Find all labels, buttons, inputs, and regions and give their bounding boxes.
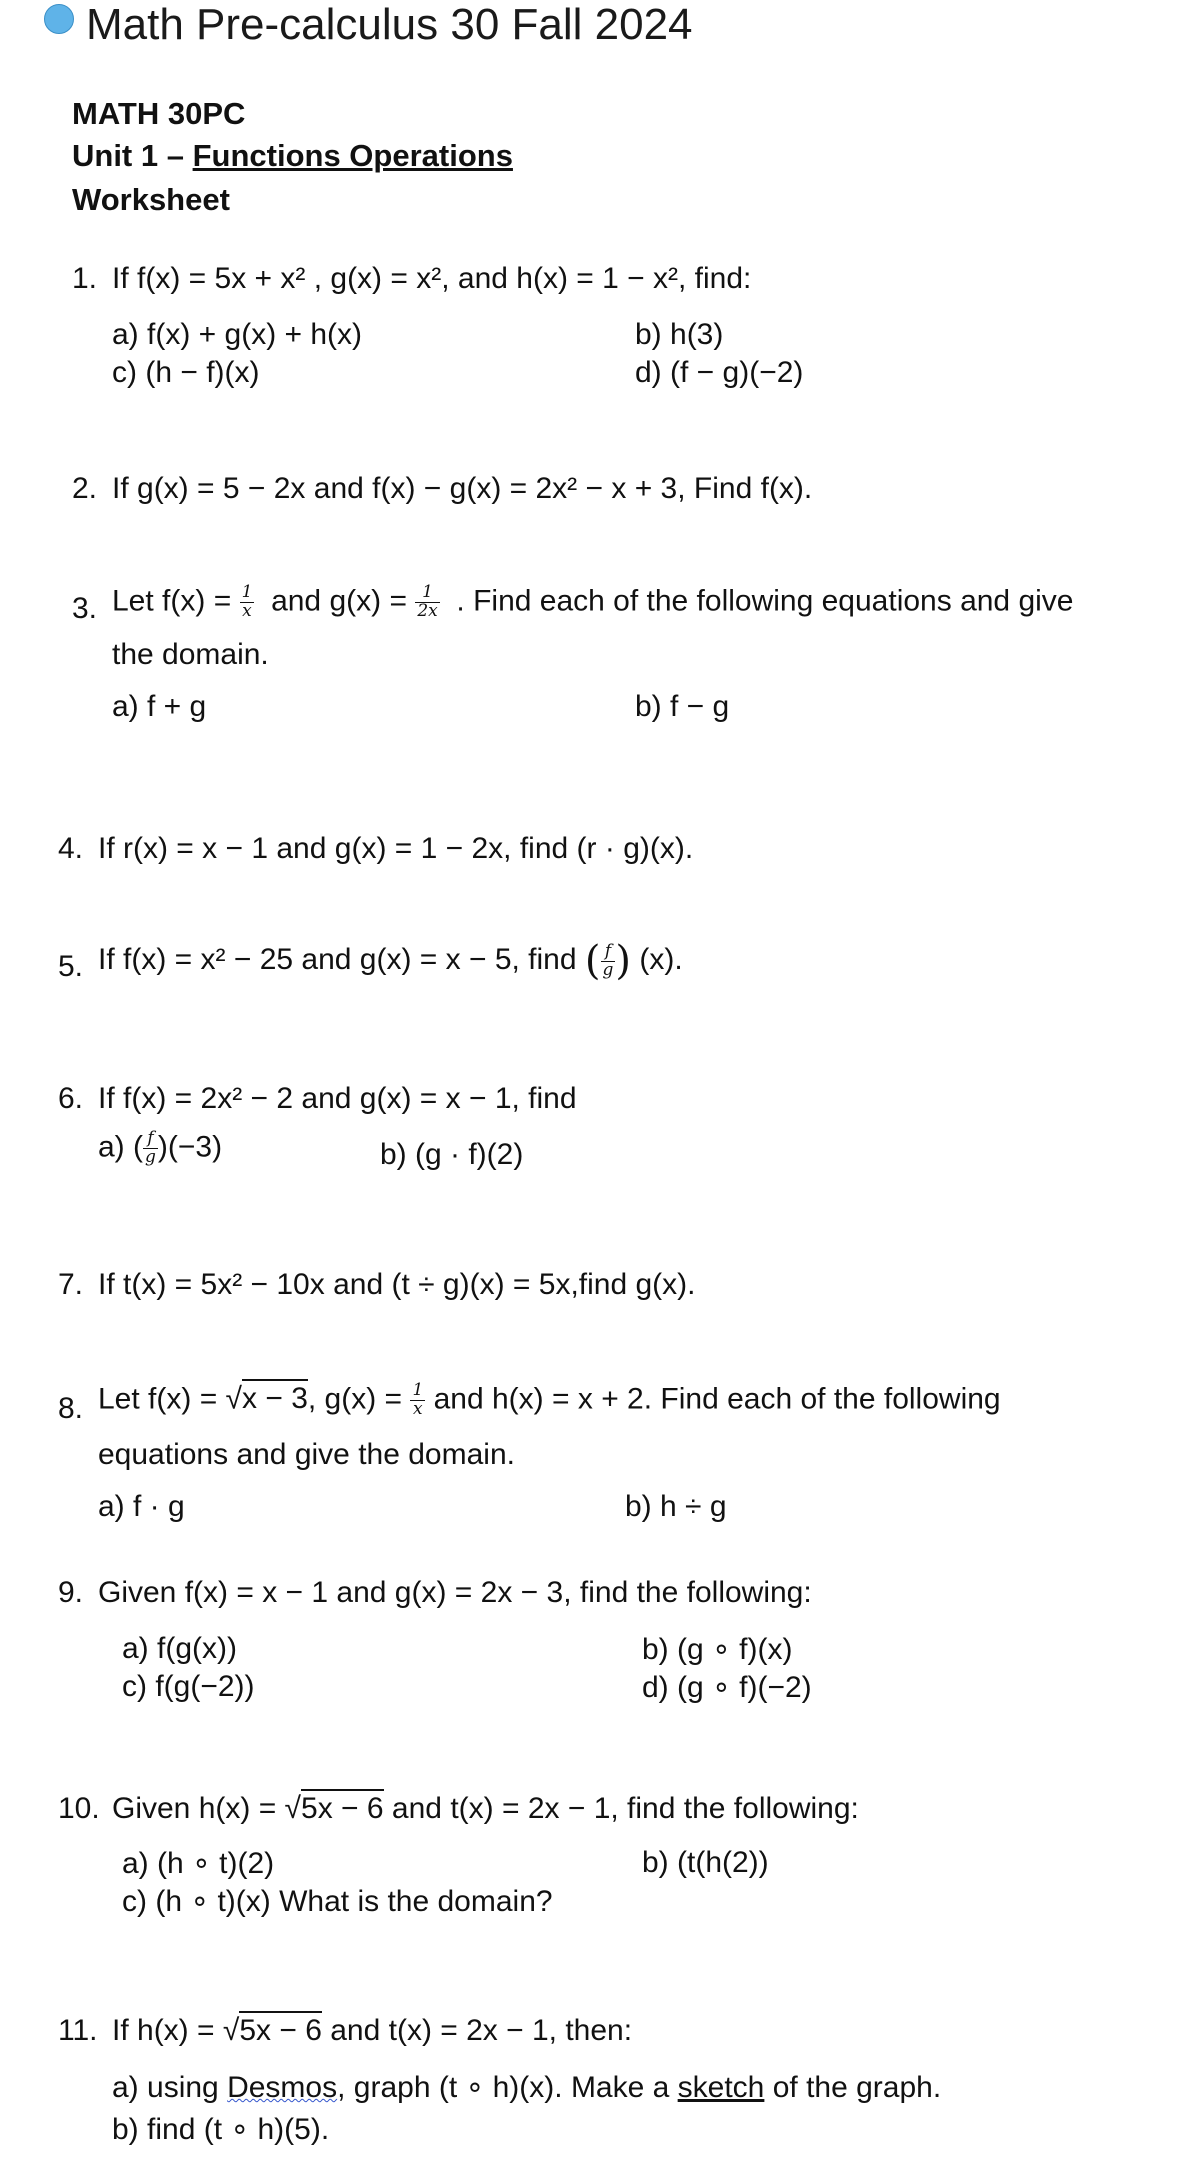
q5-right-paren: ) [615,938,632,984]
q5-stem-pre: If f(x) = x² − 25 and g(x) = x − 5, find [98,942,577,976]
q1-part-b: b) h(3) [635,318,724,351]
q3-frac2-num: 1 [415,584,439,603]
q5-number: 5. [58,950,84,983]
q8-part-b: b) h ÷ g [625,1490,727,1523]
unit-prefix: Unit 1 – [72,138,193,173]
q1-part-d: d) (f − g)(−2) [635,356,804,389]
q8-pre: Let f(x) = √ [98,1382,243,1416]
q11-part-a [112,2070,941,2105]
q11-tail: and t(x) = 2x − 1, then: [321,2014,633,2047]
q5-frac-den: g [602,959,614,980]
q5-stem-post: (x). [639,942,683,976]
doc-unit-line [72,138,513,174]
q3-part-a: a) f + g [112,690,207,723]
q6-part-b: b) (g · f)(2) [380,1138,524,1171]
q11-part-b: b) find (t ∘ h)(5). [112,2113,330,2146]
q11-sketch: sketch [677,2071,765,2104]
q11-desmos: Desmos [227,2071,338,2104]
q11-number: 11. [58,2014,98,2047]
q3-frac2-den: 2x [417,600,438,621]
q8-number: 8. [58,1392,84,1425]
q5-stem [98,938,683,984]
q11-stem [112,2014,632,2048]
q9-part-b: b) (g ∘ f)(x) [642,1633,793,1666]
q10-pre: Given h(x) = √ [112,1792,302,1825]
q9-part-c: c) f(g(−2)) [122,1670,255,1703]
q3-line2: the domain. [112,638,269,671]
q1-stem: If f(x) = 5x + x² , g(x) = x², and h(x) = 1 − x², find: [112,262,752,295]
q10-part-b: b) (t(h(2)) [642,1846,769,1879]
q2-number: 2. [72,472,98,505]
q10-part-a: a) (h ∘ t)(2) [122,1847,275,1880]
q1-part-c: c) (h − f)(x) [112,356,260,389]
q6-a-arg: (−3) [167,1130,223,1164]
q3-and: and g(x) = [271,584,407,618]
q6-stem: If f(x) = 2x² − 2 and g(x) = x − 1, find [98,1082,577,1115]
q8-frac-num: 1 [412,1380,424,1400]
q6-a-label: a) [98,1130,125,1164]
q11-a-post: of the graph. [764,2071,942,2104]
q3-fraction-2 [415,584,439,621]
q8-frac-den: x [413,1398,423,1419]
q4-number: 4. [58,832,84,865]
q1-part-a: a) f(x) + g(x) + h(x) [112,318,363,351]
doc-worksheet-label: Worksheet [72,182,230,217]
q8-stem [98,1382,1001,1419]
q3-stem [112,584,1074,621]
q3-number: 3. [72,592,98,625]
q11-radicand: 5x − 6 [239,2011,322,2047]
q8-line2: equations and give the domain. [98,1438,515,1471]
q3-tail: . Find each of the following equations and give [456,584,1074,618]
q3-let: Let f(x) = [112,584,232,618]
q8-part-a: a) f · g [98,1490,185,1523]
q1-number: 1. [72,262,98,295]
q8-radicand: x − 3 [242,1379,308,1415]
q9-part-a: a) f(g(x)) [122,1632,237,1665]
q6-number: 6. [58,1082,84,1115]
status-dot-icon [44,4,74,34]
q4-stem: If r(x) = x − 1 and g(x) = 1 − 2x, find (r · g)(x). [98,832,694,865]
q10-radicand: 5x − 6 [301,1789,384,1825]
q9-number: 9. [58,1576,84,1609]
q7-stem: If t(x) = 5x² − 10x and (t ÷ g)(x) = 5x,find g(x). [98,1268,696,1301]
q11-a-mid: , graph (t ∘ h)(x). Make a [337,2071,678,2104]
q8-fraction [410,1382,425,1419]
q9-part-d: d) (g ∘ f)(−2) [642,1671,812,1704]
q6-frac-num: f [143,1130,158,1149]
page-title: Math Pre-calculus 30 Fall 2024 [86,0,693,49]
q5-frac-num: f [601,943,616,962]
q9-stem: Given f(x) = x − 1 and g(x) = 2x − 3, find the following: [98,1576,812,1609]
q7-number: 7. [58,1268,84,1301]
q10-tail: and t(x) = 2x − 1, find the following: [383,1792,859,1825]
q8-tail: and h(x) = x + 2. Find each of the following [433,1382,1001,1416]
q3-frac1-num: 1 [241,582,253,602]
q5-left-paren: ( [584,938,601,984]
q5-fraction [601,940,616,980]
q3-fraction-1 [240,584,255,621]
q8-mid: , g(x) = [307,1382,403,1416]
q11-pre: If h(x) = √ [112,2014,240,2047]
q6-fraction [143,1130,158,1167]
q10-part-c: c) (h ∘ t)(x) What is the domain? [122,1885,553,1918]
q6-part-a: a) ( $\frac{f}{g}$ )(−3) [98,1128,223,1167]
q6-frac-den: g [145,1146,156,1167]
doc-course-code: MATH 30PC [72,96,246,131]
q10-number: 10. [58,1792,100,1825]
q3-part-b: b) f − g [635,690,730,723]
q10-stem [112,1792,859,1826]
q2-stem: If g(x) = 5 − 2x and f(x) − g(x) = 2x² − x + 3, Find f(x). [112,472,813,505]
q3-frac1-den: x [242,600,252,621]
unit-name: Functions Operations [192,138,513,173]
q11-a-pre: a) using [112,2071,228,2104]
